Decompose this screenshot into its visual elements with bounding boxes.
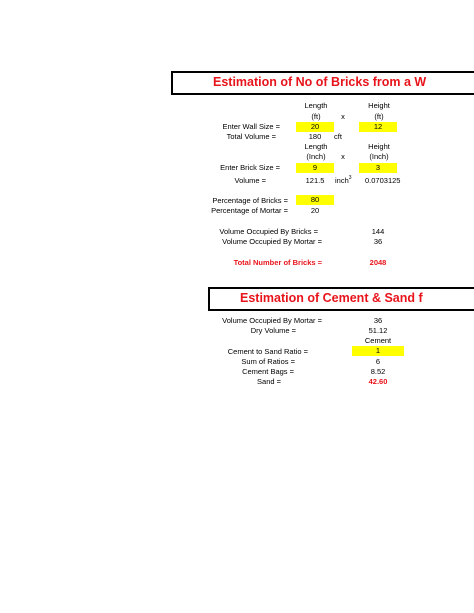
brick-height-input[interactable] (359, 163, 397, 173)
cement-title: Estimation of Cement & Sand f (240, 291, 423, 305)
brick-size-label: Enter Brick Size = (220, 163, 280, 172)
volume-unit (335, 176, 352, 185)
volume-unit-text: inch (335, 176, 349, 185)
sum-ratios-label: Sum of Ratios = (241, 357, 295, 366)
total-bricks-label: Total Number of Bricks = (233, 258, 322, 267)
wall-height-input[interactable] (359, 122, 397, 132)
pct-mortar-label: Percentage of Mortar = (211, 206, 288, 215)
volume-value: 121.5 (305, 176, 325, 185)
brick-height-value: 3 (375, 163, 381, 172)
length-unit-ft: (ft) (311, 112, 321, 121)
bricks-title-box (171, 71, 474, 95)
volume-label: Volume = (234, 176, 266, 185)
volume-cft-value: 0.0703125 (365, 176, 401, 185)
sand-label: Sand = (257, 377, 281, 386)
pct-bricks-value: 80 (310, 195, 320, 204)
sum-ratios-value: 6 (375, 357, 381, 366)
brick-height-unit: (Inch) (369, 152, 389, 161)
bricks-title: Estimation of No of Bricks from a W (213, 75, 427, 89)
total-volume-value: 180 (308, 132, 322, 141)
wall-size-label: Enter Wall Size = (222, 122, 280, 131)
vol-mortar-value: 36 (373, 237, 383, 246)
vol-bricks-label: Volume Occupied By Bricks = (219, 227, 318, 236)
dry-volume-value: 51.12 (368, 326, 388, 335)
sand-value: 42.60 (368, 377, 388, 386)
ratio-cement-input[interactable] (352, 346, 404, 356)
volume-unit-sup: 3 (348, 175, 352, 181)
cement-vol-mortar-label: Volume Occupied By Mortar = (222, 316, 322, 325)
brick-height-header: Height (368, 142, 390, 151)
wall-length-value: 20 (310, 122, 320, 131)
ratio-cement-value: 1 (375, 346, 381, 355)
x-sign: x (341, 112, 345, 121)
ratio-label: Cement to Sand Ratio = (227, 347, 308, 356)
wall-length-input[interactable] (296, 122, 334, 132)
brick-length-header: Length (304, 142, 328, 151)
brick-x-sign: x (341, 152, 345, 161)
pct-mortar-value: 20 (310, 206, 320, 215)
total-volume-unit: cft (334, 132, 342, 141)
total-volume-label: Total Volume = (226, 132, 276, 141)
vol-bricks-value: 144 (371, 227, 385, 236)
height-header: Height (368, 101, 390, 110)
dry-volume-label: Dry Volume = (250, 326, 296, 335)
cement-vol-mortar-value: 36 (373, 316, 383, 325)
length-header: Length (304, 101, 328, 110)
wall-height-value: 12 (373, 122, 383, 131)
total-bricks-value: 2048 (369, 258, 387, 267)
cement-bags-value: 8.52 (370, 367, 386, 376)
cement-bags-label: Cement Bags = (242, 367, 294, 376)
brick-length-value: 9 (312, 163, 318, 172)
cement-title-box (208, 287, 474, 311)
brick-length-unit: (Inch) (306, 152, 326, 161)
brick-length-input[interactable] (296, 163, 334, 173)
vol-mortar-label: Volume Occupied By Mortar = (222, 237, 322, 246)
pct-bricks-input[interactable] (296, 195, 334, 205)
height-unit-ft: (ft) (374, 112, 384, 121)
cement-header: Cement (364, 336, 392, 345)
pct-bricks-label: Percentage of Bricks = (212, 196, 288, 205)
